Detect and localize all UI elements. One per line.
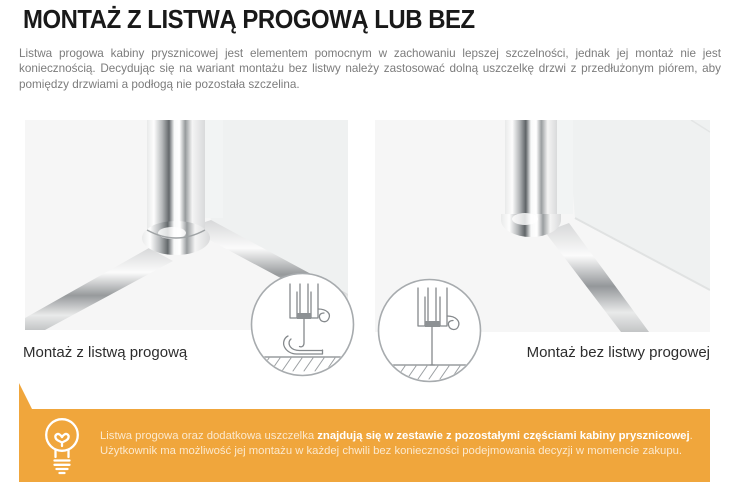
caption-without-threshold: Montaż bez listwy progowej	[526, 344, 710, 361]
banner-bold-text: znajdują się w zestawie z pozostałymi częściami kabiny prysznicowej	[317, 430, 690, 442]
banner-line-1: Listwa progowa oraz dodatkowa uszczelka znajdują się w zestawie z pozostałymi częściami kabiny prysznicowej.	[100, 430, 693, 442]
banner-text	[100, 429, 712, 458]
caption-with-threshold: Montaż z listwą progową	[23, 344, 188, 361]
info-banner	[19, 409, 710, 482]
page-title: MONTAŻ Z LISTWĄ PROGOWĄ LUB BEZ	[23, 4, 475, 34]
intro-paragraph: Listwa progowa kabiny prysznicowej jest elementem pomocnym w zachowaniu lepszej szczelności, jednak jej montaż nie jest koniecznością. Decydując się na wariant montażu bez listwy należy zastosować dolną uszczelkę drzwi z przedłużonym piórem, aby pomiędzy drzwiami a podłogą nie pozostała szczelina.	[19, 47, 721, 91]
cross-section-diagram-without-threshold	[377, 278, 482, 383]
cross-section-diagram-with-threshold	[250, 272, 355, 377]
banner-corner-flag	[19, 383, 32, 409]
lightbulb-icon	[39, 416, 85, 478]
banner-line-2: Użytkownik ma możliwość jej montażu w każdej chwili bez konieczności podejmowania decyzji w momencie zakupu.	[100, 444, 683, 457]
